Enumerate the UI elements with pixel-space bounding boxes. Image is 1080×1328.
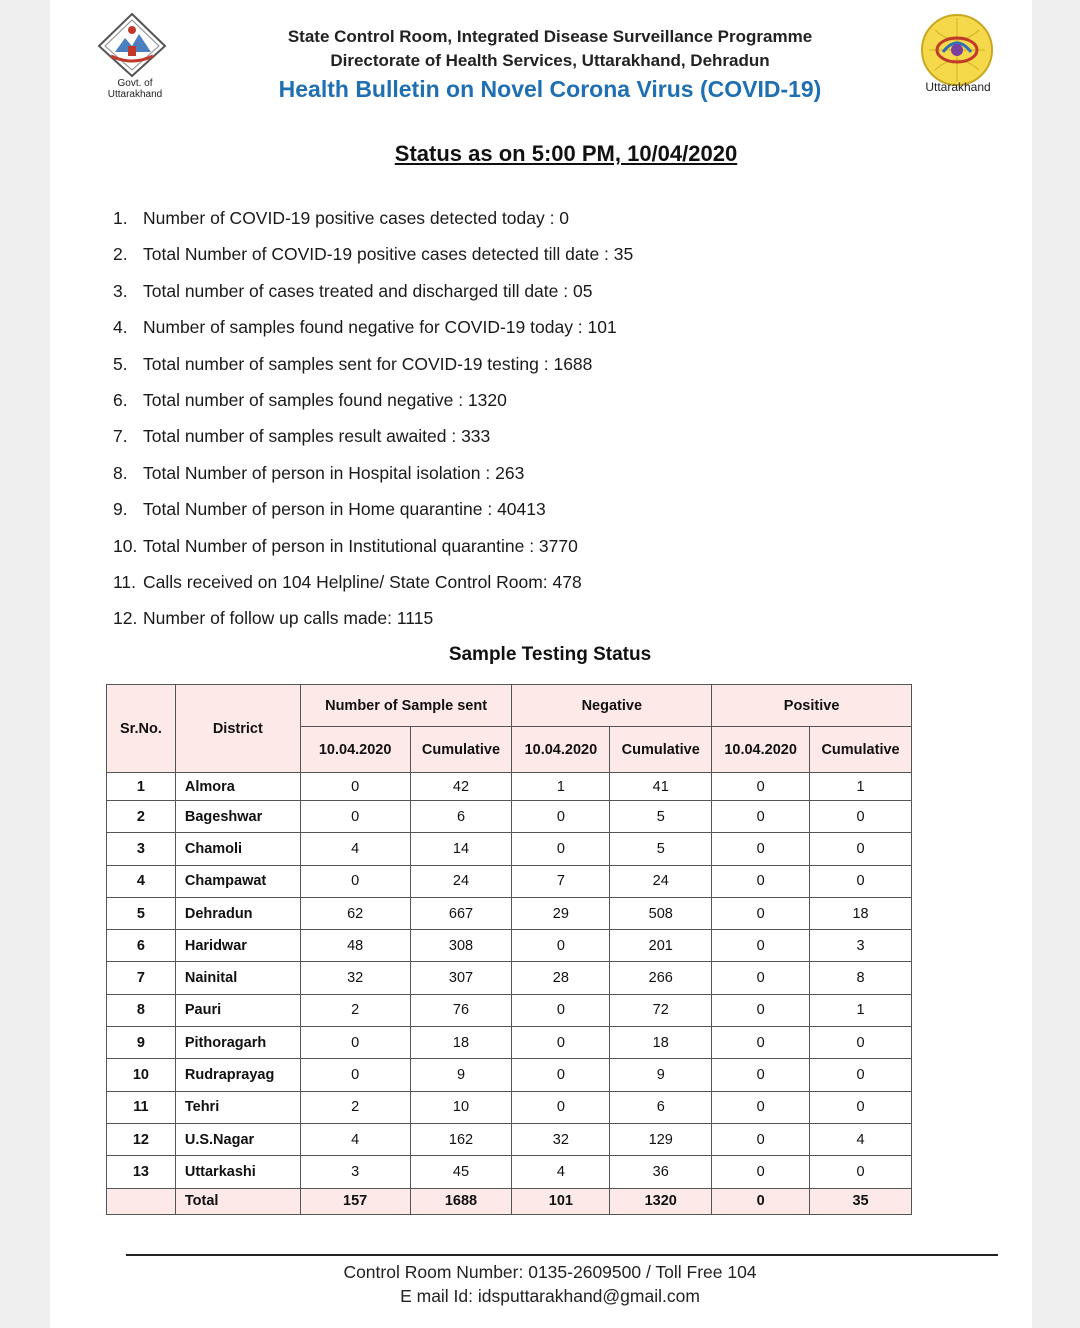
footer-email: E mail Id: idsputtarakhand@gmail.com xyxy=(400,1286,700,1306)
cell-negative-cumulative: 18 xyxy=(610,1027,712,1059)
cell-sent-cumulative: 308 xyxy=(410,930,512,962)
cell-positive-cumulative: 0 xyxy=(810,1027,912,1059)
cell-sr: 4 xyxy=(107,865,176,897)
cell-district: Dehradun xyxy=(175,897,300,929)
cell-positive-cumulative: 0 xyxy=(810,1156,912,1188)
cell-positive-cumulative: 3 xyxy=(810,930,912,962)
cell-sr: 7 xyxy=(107,962,176,994)
table-row xyxy=(107,1091,912,1123)
cell-sent-cumulative: 162 xyxy=(410,1123,512,1155)
stat-number: 10. xyxy=(113,535,138,556)
total-sent-date: 157 xyxy=(300,1188,410,1214)
cell-positive-date: 0 xyxy=(712,1091,810,1123)
stat-text: Total number of samples found negative : 1320 xyxy=(143,389,507,410)
table-row xyxy=(107,773,912,801)
col-header-samples-sent: Number of Sample sent xyxy=(300,685,512,727)
total-negative-date: 101 xyxy=(512,1188,610,1214)
cell-positive-date: 0 xyxy=(712,1059,810,1091)
cell-sent-cumulative: 14 xyxy=(410,833,512,865)
table-row xyxy=(107,1059,912,1091)
cell-positive-cumulative: 0 xyxy=(810,1059,912,1091)
cell-positive-date: 0 xyxy=(712,930,810,962)
stat-text: Total Number of person in Institutional quarantine : 3770 xyxy=(143,535,578,556)
stat-item xyxy=(113,491,633,527)
cell-sr: 11 xyxy=(107,1091,176,1123)
cell-negative-cumulative: 129 xyxy=(610,1123,712,1155)
header-line-2: Directorate of Health Services, Uttarakhand, Dehradun xyxy=(330,51,770,70)
stat-text: Total Number of COVID-19 positive cases detected till date : 35 xyxy=(143,244,634,265)
stat-text: Number of samples found negative for COVID-19 today : 101 xyxy=(143,317,617,338)
stat-text: Total number of samples sent for COVID-19 testing : 1688 xyxy=(143,353,593,374)
cell-district: Tehri xyxy=(175,1091,300,1123)
cell-positive-date: 0 xyxy=(712,801,810,833)
status-title: Status as on 5:00 PM, 10/04/2020 xyxy=(394,141,738,166)
cell-district: Haridwar xyxy=(175,930,300,962)
cell-positive-cumulative: 8 xyxy=(810,962,912,994)
cell-negative-cumulative: 201 xyxy=(610,930,712,962)
cell-negative-cumulative: 6 xyxy=(610,1091,712,1123)
header-line-1: State Control Room, Integrated Disease Surveillance Programme xyxy=(287,27,813,46)
col-header-district: District xyxy=(175,685,300,773)
cell-district: Rudraprayag xyxy=(175,1059,300,1091)
cell-negative-date: 7 xyxy=(512,865,610,897)
table-row xyxy=(107,833,912,865)
cell-positive-date: 0 xyxy=(712,994,810,1026)
stat-item xyxy=(113,236,633,272)
cell-negative-cumulative: 508 xyxy=(610,897,712,929)
stat-text: Total number of cases treated and discharged till date : 05 xyxy=(143,280,593,301)
cell-positive-date: 0 xyxy=(712,773,810,801)
stat-number: 11. xyxy=(113,571,137,592)
cell-positive-cumulative: 0 xyxy=(810,801,912,833)
table-row xyxy=(107,865,912,897)
cell-positive-date: 0 xyxy=(712,962,810,994)
stat-item xyxy=(113,382,633,418)
cell-sent-cumulative: 24 xyxy=(410,865,512,897)
total-sr xyxy=(107,1188,176,1214)
cell-negative-date: 1 xyxy=(512,773,610,801)
cell-sent-cumulative: 667 xyxy=(410,897,512,929)
cell-negative-cumulative: 72 xyxy=(610,994,712,1026)
cell-sent-date: 4 xyxy=(300,1123,410,1155)
table-row xyxy=(107,1156,912,1188)
stat-text: Calls received on 104 Helpline/ State Control Room: 478 xyxy=(143,571,582,592)
cell-sent-date: 0 xyxy=(300,865,410,897)
cell-positive-cumulative: 0 xyxy=(810,1091,912,1123)
cell-sent-date: 0 xyxy=(300,801,410,833)
stat-number: 8. xyxy=(113,462,128,483)
cell-positive-cumulative: 1 xyxy=(810,773,912,801)
stat-text: Total Number of person in Hospital isolation : 263 xyxy=(143,462,525,483)
cell-sent-cumulative: 76 xyxy=(410,994,512,1026)
stat-item xyxy=(113,273,633,309)
table-row xyxy=(107,801,912,833)
cell-positive-date: 0 xyxy=(712,833,810,865)
cell-positive-cumulative: 4 xyxy=(810,1123,912,1155)
cell-sent-date: 2 xyxy=(300,994,410,1026)
cell-negative-cumulative: 5 xyxy=(610,801,712,833)
cell-sent-date: 48 xyxy=(300,930,410,962)
stat-number: 7. xyxy=(113,426,128,447)
stat-text: Total number of samples result awaited : 333 xyxy=(143,426,491,447)
cell-district: Almora xyxy=(175,773,300,801)
cell-positive-date: 0 xyxy=(712,1123,810,1155)
stat-text: Total Number of person in Home quarantine : 40413 xyxy=(143,499,546,520)
stat-item xyxy=(113,309,633,345)
cell-positive-cumulative: 0 xyxy=(810,833,912,865)
total-sent-cumulative: 1688 xyxy=(410,1188,512,1214)
stats-list xyxy=(113,200,633,637)
cell-negative-date: 32 xyxy=(512,1123,610,1155)
cell-sr: 2 xyxy=(107,801,176,833)
stat-item xyxy=(113,418,633,454)
cell-positive-cumulative: 1 xyxy=(810,994,912,1026)
cell-district: Nainital xyxy=(175,962,300,994)
total-negative-cumulative: 1320 xyxy=(610,1188,712,1214)
cell-sr: 10 xyxy=(107,1059,176,1091)
cell-district: Champawat xyxy=(175,865,300,897)
stat-text: Number of COVID-19 positive cases detected today : 0 xyxy=(143,208,570,228)
cell-positive-cumulative: 18 xyxy=(810,897,912,929)
table-title: Sample Testing Status xyxy=(448,644,652,665)
cell-sent-cumulative: 42 xyxy=(410,773,512,801)
total-positive-date: 0 xyxy=(712,1188,810,1214)
cell-sent-cumulative: 9 xyxy=(410,1059,512,1091)
cell-sr: 8 xyxy=(107,994,176,1026)
footer-divider xyxy=(126,1254,998,1256)
bulletin-title: Health Bulletin on Novel Corona Virus (COVID-19) xyxy=(278,76,822,102)
stat-item xyxy=(113,346,633,382)
col-header-positive-cumulative: Cumulative xyxy=(810,727,912,773)
stat-number: 9. xyxy=(113,499,128,520)
col-header-negative-date: 10.04.2020 xyxy=(512,727,610,773)
cell-sent-cumulative: 18 xyxy=(410,1027,512,1059)
table-body xyxy=(107,773,912,1215)
stat-item xyxy=(113,564,633,600)
cell-district: Uttarkashi xyxy=(175,1156,300,1188)
stat-item xyxy=(113,528,633,564)
table-row xyxy=(107,897,912,929)
cell-district: Pauri xyxy=(175,994,300,1026)
col-header-negative-cumulative: Cumulative xyxy=(610,727,712,773)
cell-negative-date: 29 xyxy=(512,897,610,929)
cell-negative-cumulative: 36 xyxy=(610,1156,712,1188)
stat-number: 6. xyxy=(113,389,128,410)
cell-negative-date: 0 xyxy=(512,833,610,865)
cell-district: Pithoragarh xyxy=(175,1027,300,1059)
cell-negative-date: 4 xyxy=(512,1156,610,1188)
stat-number: 1. xyxy=(113,208,128,228)
col-header-sent-date: 10.04.2020 xyxy=(300,727,410,773)
table-row xyxy=(107,930,912,962)
cell-negative-cumulative: 9 xyxy=(610,1059,712,1091)
right-logo-caption: Uttarakhand xyxy=(925,80,991,94)
cell-positive-date: 0 xyxy=(712,865,810,897)
cell-sent-date: 3 xyxy=(300,1156,410,1188)
col-header-negative: Negative xyxy=(512,685,712,727)
cell-negative-cumulative: 266 xyxy=(610,962,712,994)
stat-number: 4. xyxy=(113,317,128,338)
col-header-sent-cumulative: Cumulative xyxy=(410,727,512,773)
cell-sent-date: 4 xyxy=(300,833,410,865)
footer-contact: Control Room Number: 0135-2609500 / Toll Free 104 xyxy=(343,1262,757,1282)
cell-negative-date: 0 xyxy=(512,1091,610,1123)
cell-district: U.S.Nagar xyxy=(175,1123,300,1155)
table-row xyxy=(107,962,912,994)
stat-item xyxy=(113,600,633,636)
uttarakhand-govt-emblem-icon xyxy=(97,12,167,78)
table-total-row xyxy=(107,1188,912,1214)
cell-sent-date: 62 xyxy=(300,897,410,929)
cell-sent-cumulative: 6 xyxy=(410,801,512,833)
cell-sent-cumulative: 45 xyxy=(410,1156,512,1188)
total-district: Total xyxy=(175,1188,300,1214)
cell-sr: 6 xyxy=(107,930,176,962)
table-row xyxy=(107,1123,912,1155)
cell-district: Chamoli xyxy=(175,833,300,865)
col-header-positive: Positive xyxy=(712,685,912,727)
cell-sent-date: 0 xyxy=(300,773,410,801)
cell-sent-date: 32 xyxy=(300,962,410,994)
cell-positive-date: 0 xyxy=(712,897,810,929)
cell-sr: 9 xyxy=(107,1027,176,1059)
cell-negative-date: 0 xyxy=(512,1027,610,1059)
cell-sent-date: 2 xyxy=(300,1091,410,1123)
stat-text: Number of follow up calls made: 1115 xyxy=(143,608,434,629)
cell-sr: 3 xyxy=(107,833,176,865)
cell-negative-date: 0 xyxy=(512,994,610,1026)
table-row xyxy=(107,1027,912,1059)
col-header-sr: Sr.No. xyxy=(107,685,176,773)
stat-number: 3. xyxy=(113,280,128,301)
cell-sent-date: 0 xyxy=(300,1027,410,1059)
cell-negative-date: 28 xyxy=(512,962,610,994)
cell-negative-date: 0 xyxy=(512,1059,610,1091)
sample-testing-table xyxy=(106,684,912,1215)
total-positive-cumulative: 35 xyxy=(810,1188,912,1214)
cell-district: Bageshwar xyxy=(175,801,300,833)
cell-negative-cumulative: 24 xyxy=(610,865,712,897)
cell-sent-cumulative: 307 xyxy=(410,962,512,994)
cell-positive-cumulative: 0 xyxy=(810,865,912,897)
cell-sent-cumulative: 10 xyxy=(410,1091,512,1123)
stat-number: 2. xyxy=(113,244,128,265)
stat-number: 5. xyxy=(113,353,128,374)
cell-sent-date: 0 xyxy=(300,1059,410,1091)
cell-negative-date: 0 xyxy=(512,930,610,962)
cell-positive-date: 0 xyxy=(712,1027,810,1059)
cell-negative-date: 0 xyxy=(512,801,610,833)
cell-positive-date: 0 xyxy=(712,1156,810,1188)
cell-sr: 12 xyxy=(107,1123,176,1155)
stat-number: 12. xyxy=(113,608,138,629)
left-logo-caption: Govt. of Uttarakhand xyxy=(107,78,163,100)
uttarakhand-idsp-logo-icon xyxy=(919,12,995,88)
cell-sr: 1 xyxy=(107,773,176,801)
cell-negative-cumulative: 41 xyxy=(610,773,712,801)
table-row xyxy=(107,994,912,1026)
cell-sr: 5 xyxy=(107,897,176,929)
stat-item xyxy=(113,455,633,491)
cell-negative-cumulative: 5 xyxy=(610,833,712,865)
cell-sr: 13 xyxy=(107,1156,176,1188)
stat-item xyxy=(113,200,633,236)
col-header-positive-date: 10.04.2020 xyxy=(712,727,810,773)
